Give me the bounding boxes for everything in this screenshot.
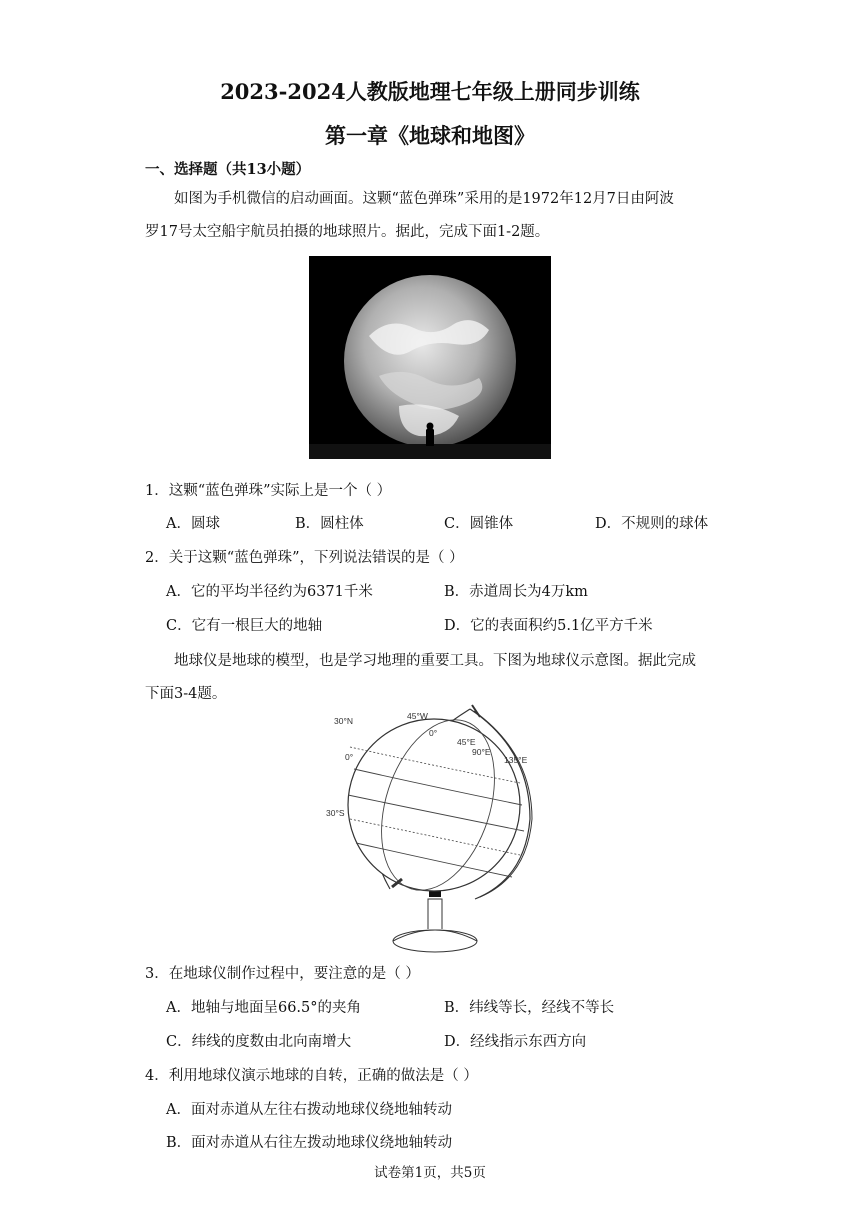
material2-line1: 地球仪是地球的模型，也是学习地理的重要工具。下图为地球仪示意图。据此完成	[174, 653, 696, 669]
q3-option-c: C．纬线的度数由北向南增大	[166, 1034, 352, 1050]
document-title: 2023-2024人教版地理七年级上册同步训练	[220, 79, 640, 104]
label-45e: 45°E	[457, 737, 476, 747]
q2-option-d: D．它的表面积约5.1亿平方千米	[444, 618, 653, 634]
material1-line1: 如图为手机微信的启动画面。这颗“蓝色弹珠”采用的是1972年12月7日由阿波	[174, 191, 674, 207]
earth-photo	[309, 256, 551, 459]
question-4-stem: 4．利用地球仪演示地球的自转，正确的做法是（ ）	[145, 1068, 478, 1084]
q1-option-d: D．不规则的球体	[595, 516, 709, 532]
label-0-top: 0°	[429, 728, 438, 738]
section-heading: 一、选择题（共13小题）	[145, 161, 311, 178]
page-footer: 试卷第1页，共5页	[374, 1165, 486, 1181]
question-3-stem: 3．在地球仪制作过程中，要注意的是（ ）	[145, 966, 420, 982]
label-135e: 135°E	[504, 755, 528, 765]
label-0-left: 0°	[345, 752, 354, 762]
q4-option-a: A．面对赤道从左往右拨动地球仪绕地轴转动	[166, 1102, 452, 1118]
q3-option-b: B．纬线等长，经线不等长	[444, 1000, 615, 1016]
q2-option-a: A．它的平均半径约为6371千米	[166, 584, 373, 600]
globe-diagram	[320, 703, 540, 955]
q4-option-b: B．面对赤道从右往左拨动地球仪绕地轴转动	[166, 1135, 453, 1151]
q3-option-d: D．经线指示东西方向	[444, 1034, 587, 1050]
label-45w: 45°W	[407, 711, 428, 721]
q1-option-b: B．圆柱体	[295, 516, 364, 532]
q2-option-b: B．赤道周长为4万km	[444, 584, 588, 600]
q2-option-c: C．它有一根巨大的地轴	[166, 618, 323, 634]
q3-option-a: A．地轴与地面呈66.5°的夹角	[166, 1000, 362, 1016]
label-90e: 90°E	[472, 747, 491, 757]
chapter-title: 第一章《地球和地图》	[325, 123, 535, 148]
q1-option-c: C．圆锥体	[444, 516, 514, 532]
label-30s: 30°S	[326, 808, 345, 818]
label-30n: 30°N	[334, 716, 353, 726]
material2-line2: 下面3-4题。	[145, 686, 227, 702]
question-1-stem: 1．这颗“蓝色弹珠”实际上是一个（ ）	[145, 483, 392, 499]
material1-line2: 罗17号太空船宇航员拍摄的地球照片。据此，完成下面1-2题。	[145, 224, 550, 240]
question-2-stem: 2．关于这颗“蓝色弹珠”，下列说法错误的是（ ）	[145, 550, 464, 566]
q1-option-a: A．圆球	[166, 516, 220, 532]
